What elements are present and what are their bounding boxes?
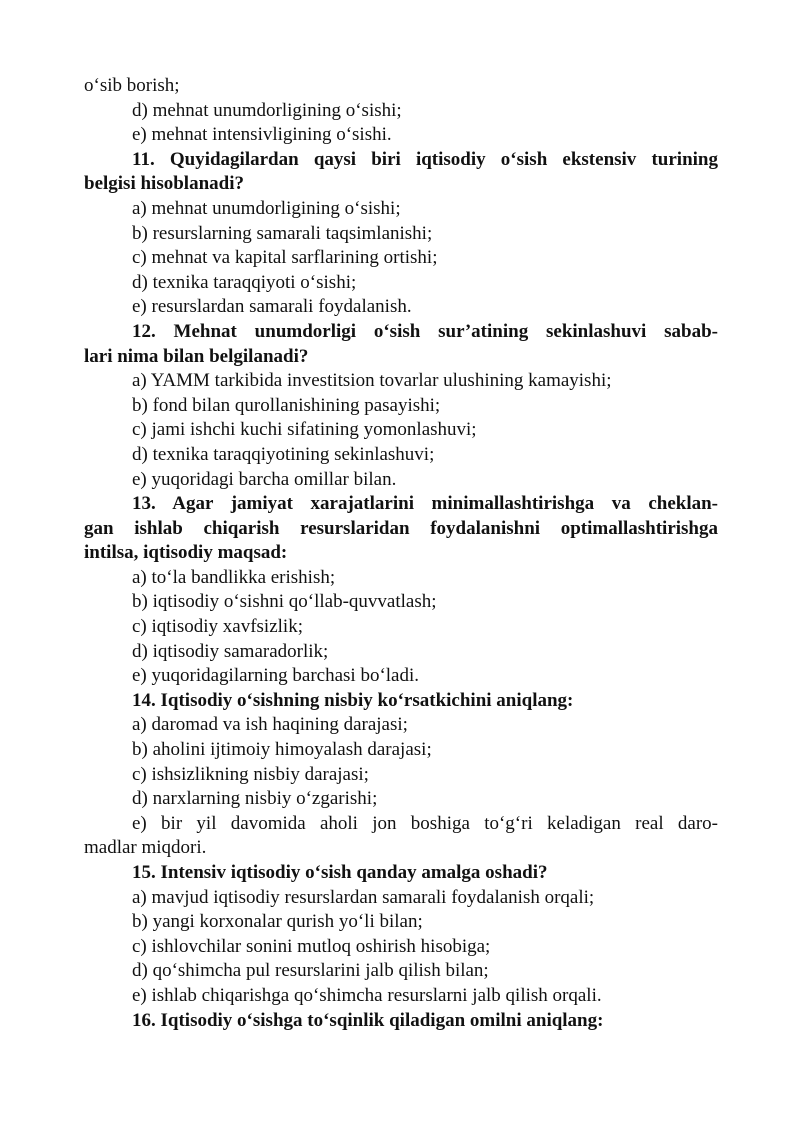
answer-option: d) qo‘shimcha pul resurslarini jalb qilish bilan; [132, 960, 489, 982]
answer-option: e) yuqoridagilarning barchasi bo‘ladi. [132, 665, 420, 687]
answer-option: a) to‘la bandlikka erishish; [132, 566, 336, 588]
answer-option: d) mehnat unumdorligining o‘sishi; [132, 99, 402, 121]
answer-option: c) iqtisodiy xavfsizlik; [132, 616, 303, 638]
text-line: o‘sib borish; [84, 75, 180, 96]
answer-option: a) daromad va ish haqining darajasi; [132, 714, 408, 736]
answer-option: b) fond bilan qurollanishining pasayishi; [132, 394, 441, 416]
question-15: 15. Intensiv iqtisodiy o‘sish qanday amalga oshadi? [132, 862, 548, 883]
answer-option: a) mavjud iqtisodiy resurslardan samarali foydalanish orqali; [132, 886, 595, 908]
answer-option: d) narxlarning nisbiy o‘zgarishi; [132, 788, 378, 810]
answer-option: c) ishlovchilar sonini mutloq oshirish hisobiga; [132, 935, 491, 957]
question-11-cont: belgisi hisoblanadi? [84, 173, 244, 195]
answer-option: b) iqtisodiy o‘sishni qo‘llab-quvvatlash; [132, 591, 437, 613]
answer-option: c) mehnat va kapital sarflarining ortishi; [132, 247, 438, 269]
answer-option: a) mehnat unumdorligining o‘sishi; [132, 197, 401, 219]
question-13: 13. Agar jamiyat xarajatlarini minimallashtirishga va cheklan- [132, 493, 718, 515]
answer-option: d) texnika taraqqiyotining sekinlashuvi; [132, 443, 435, 465]
answer-option: b) resurslarning samarali taqsimlanishi; [132, 222, 433, 244]
question-12-cont: lari nima bilan belgilanadi? [84, 345, 309, 367]
question-14: 14. Iqtisodiy o‘sishning nisbiy ko‘rsatkichini aniqlang: [132, 689, 574, 711]
answer-option: e) ishlab chiqarishga qo‘shimcha resurslarni jalb qilish orqali. [132, 984, 602, 1006]
question-13-cont: intilsa, iqtisodiy maqsad: [84, 542, 288, 564]
answer-option: b) yangi korxonalar qurish yo‘li bilan; [132, 911, 423, 933]
document-page [84, 74, 718, 1033]
question-11: 11. Quyidagilardan qaysi biri iqtisodiy o‘sish ekstensiv turining [132, 148, 718, 170]
answer-option: c) jami ishchi kuchi sifatining yomonlashuvi; [132, 419, 477, 441]
answer-option: d) texnika taraqqiyoti o‘sishi; [132, 271, 357, 293]
answer-option: e) mehnat intensivligining o‘sishi. [132, 124, 392, 146]
question-12: 12. Mehnat unumdorligi o‘sish sur’atining sekinlashuvi sabab- [132, 320, 718, 342]
answer-option: e) resurslardan samarali foydalanish. [132, 296, 412, 318]
question-16: 16. Iqtisodiy o‘sishga to‘sqinlik qiladigan omilni aniqlang: [132, 1009, 604, 1031]
answer-option: e) yuqoridagi barcha omillar bilan. [132, 468, 397, 490]
answer-option-cont: madlar miqdori. [84, 837, 207, 859]
question-13-cont: gan ishlab chiqarish resurslaridan foydalanishni optimallashtirishga [84, 517, 718, 539]
answer-option: c) ishsizlikning nisbiy darajasi; [132, 763, 369, 785]
answer-option: a) YAMM tarkibida investitsion tovarlar ulushining kamayishi; [132, 370, 612, 392]
answer-option: b) aholini ijtimoiy himoyalash darajasi; [132, 739, 432, 761]
answer-option: e) bir yil davomida aholi jon boshiga to‘g‘ri keladigan real daro- [132, 812, 718, 834]
answer-option: d) iqtisodiy samaradorlik; [132, 640, 329, 662]
